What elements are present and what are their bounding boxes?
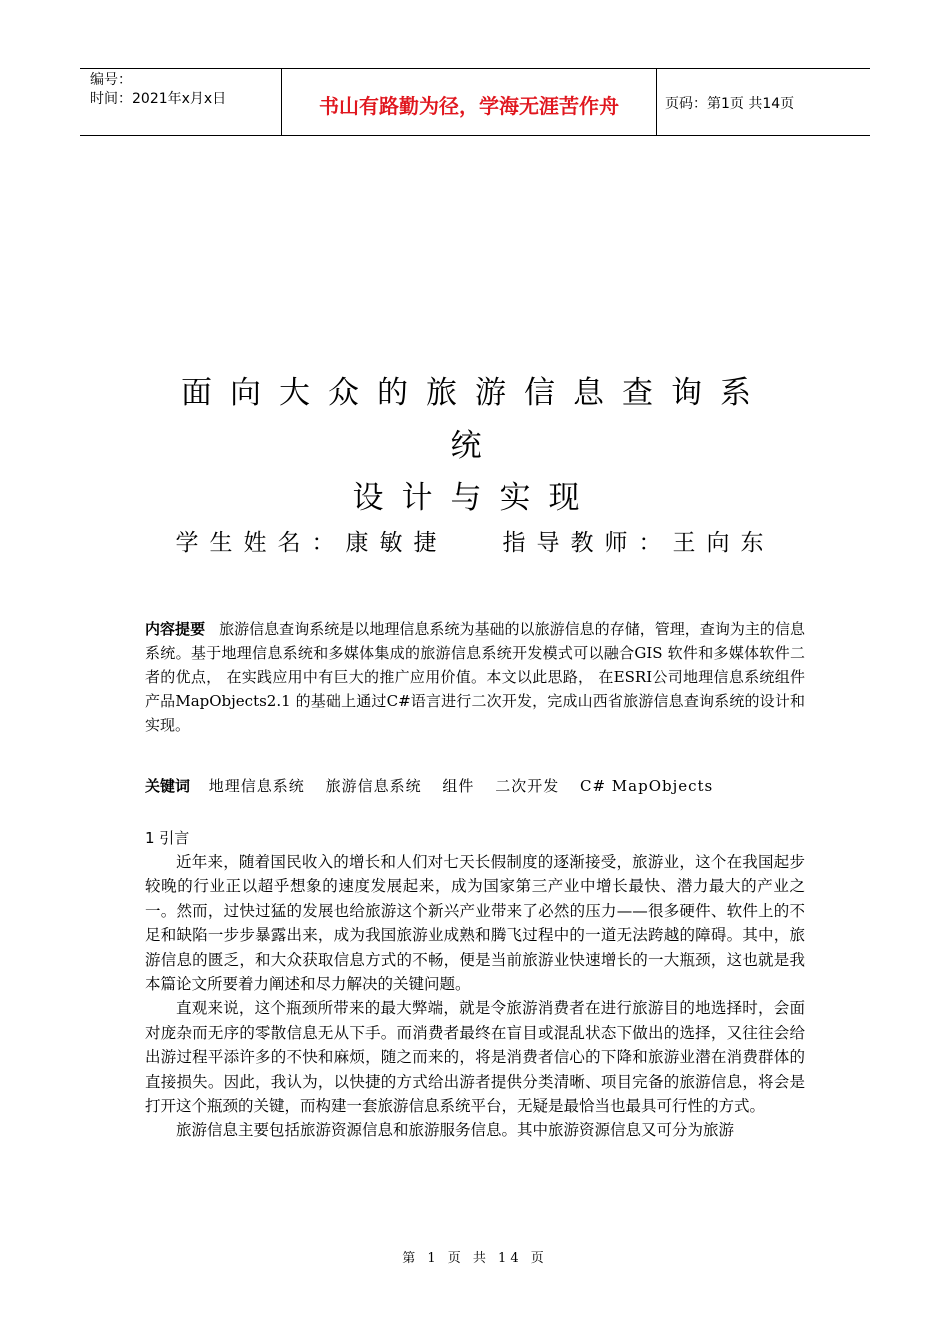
paragraph: 近年来，随着国民收入的增长和人们对七天长假制度的逐渐接受，旅游业，这个在我国起步较晚的行业正以超乎想象的速度发展起来，成为国家第三产业中增长最快、潜力最大的产业之一。然而，过快过猛的发展也给旅游这个新兴产业带来了必然的压力——很多硬件、软件上的不足和缺陷一步步暴露出来，成为我国旅游业成熟和腾飞过程中的一道无法跨越的障碍。其中，旅游信息的匮乏，和大众获取信息方式的不畅，便是当前旅游业快速增长的一大瓶颈，这也就是我本篇论文所要着力阐述和尽力解决的关键问题。 <box>145 853 805 994</box>
abstract-text: 旅游信息查询系统是以地理信息系统为基础的以旅游信息的存储，管理，查询为主的信息系统。基于地理信息系统和多媒体集成的旅游信息系统开发模式可以融合GIS 软件和多媒体软件二者的优点， 在实践应用中有巨大的推广应用价值。本文以此思路， 在ESRI公司地理信息系统组件产品MapObjects2.1 的基础上通过C#语言进行二次开发，完成山西省旅游信息查询系统的设计和实现。 <box>145 620 805 734</box>
title-line-3: 设计与实现 <box>352 480 598 516</box>
abstract-label: 内容提要 <box>145 620 206 638</box>
keyword-item: 地理信息系统 <box>208 777 305 795</box>
keyword-item: 组件 <box>442 777 475 795</box>
abstract <box>145 617 805 737</box>
paragraph: 直观来说，这个瓶颈所带来的最大弊端，就是令旅游消费者在进行旅游目的地选择时，会面对庞杂而无序的零散信息无从下手。而消费者最终在盲目或混乱状态下做出的选择，又往往会给出游过程平添许多的不快和麻烦，随之而来的，将是消费者信心的下降和旅游业潜在消费群体的直接损失。因此，我认为，以快捷的方式给出游者提供分类清晰、项目完备的旅游信息，将会是打开这个瓶颈的关键，而构建一套旅游信息系统平台，无疑是最恰当也最具可行性的方式。 <box>145 999 805 1116</box>
paragraph: 旅游信息主要包括旅游资源信息和旅游服务信息。其中旅游资源信息又可分为旅游 <box>176 1121 735 1140</box>
document-number: 编号： <box>90 72 132 88</box>
section-body <box>145 850 805 1143</box>
keyword-item: C# MapObjects <box>579 777 714 795</box>
keywords-label: 关键词 <box>145 777 191 795</box>
keyword-item: 旅游信息系统 <box>325 777 422 795</box>
title-line-2: 统 <box>450 428 500 464</box>
keywords <box>145 774 805 798</box>
author-line: 学生姓名：康敏捷 指导教师：王向东 <box>175 530 775 556</box>
header-motto: 书山有路勤为径，学海无涯苦作舟 <box>282 69 657 135</box>
title-line-1: 面向大众的旅游信息查询系 <box>181 375 769 411</box>
header-meta <box>80 69 282 135</box>
page-header <box>80 68 870 136</box>
header-page-info: 页码：第1页 共14页 <box>665 96 795 112</box>
section-heading: 1 引言 <box>145 829 190 847</box>
keyword-item: 二次开发 <box>495 777 560 795</box>
page-footer: 第 1 页 共 14 页 <box>402 1251 548 1266</box>
document-time: 时间：2021年x月x日 <box>90 91 227 107</box>
